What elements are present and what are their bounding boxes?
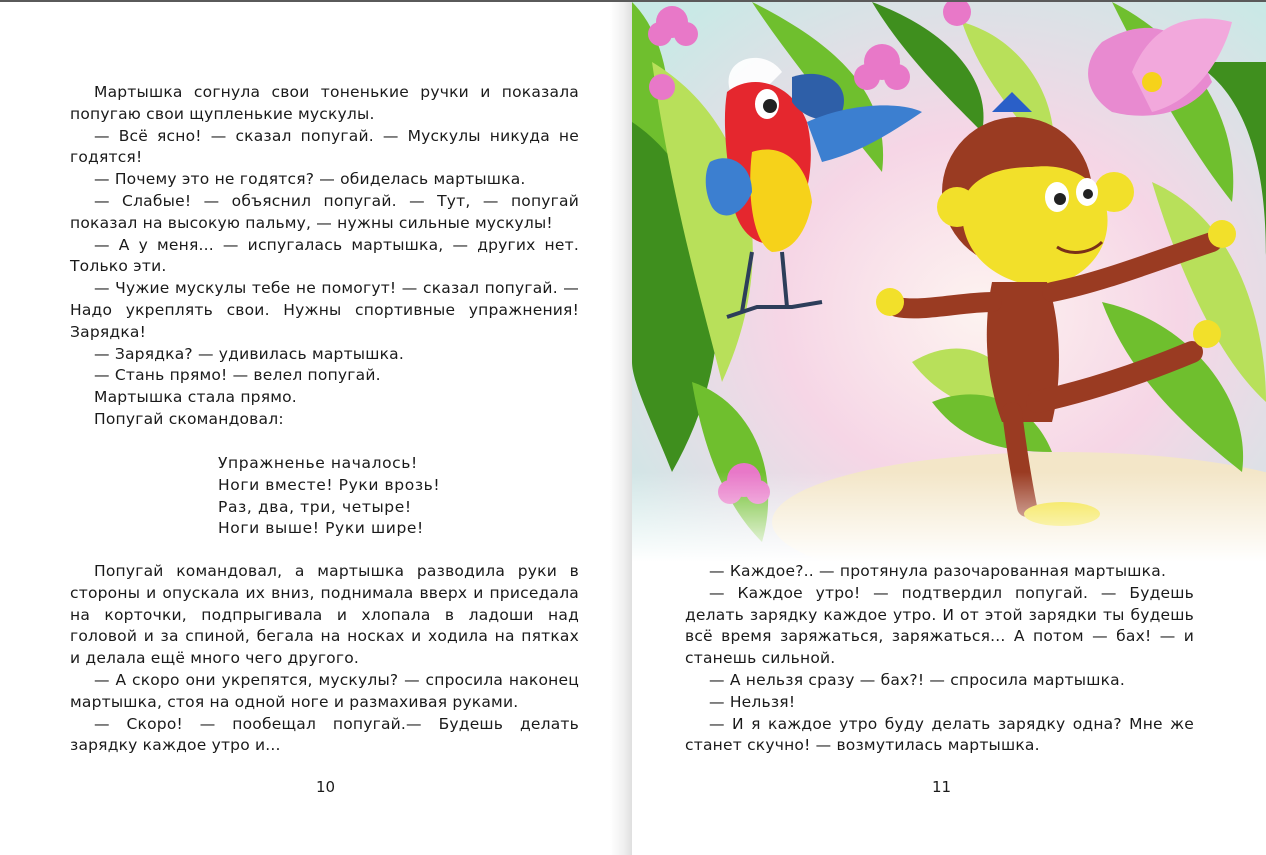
paragraph: Попугай командовал, а мартышка разводила руки в стороны и опускала их вниз, поднимала вверх и приседала на корточки, подпрыгивала и хлопала в ладоши над головой и за спиной, бегала на носках и ходила на пятках и делала ещё много чего другого. [70,562,579,668]
right-page-text [685,561,1194,757]
paragraph: Попугай скомандовал: [94,409,284,428]
paragraph: Мартышка стала прямо. [94,388,297,407]
paragraph: — Зарядка? — удивилась мартышка. [94,344,405,363]
paragraph: — А нельзя сразу — бах?! — спросила мартышка. [709,670,1125,689]
paragraph: — Нельзя! [709,692,796,711]
book-gutter-shadow [610,2,634,855]
paragraph: — Чужие мускулы тебе не помогут! — сказал попугай. — Надо укреплять свои. Нужны спортивные упражнения! Зарядка! [70,279,579,341]
paragraph: — А скоро они укрепятся, мускулы? — спросила наконец мартышка, стоя на одной ноге и размахивая руками. [70,670,579,711]
paragraph: — А у меня... — испугалась мартышка, — других нет. Только эти. [70,235,579,276]
parrot-and-monkey-illustration [632,2,1266,562]
page-number: 10 [316,778,336,796]
right-page [632,2,1266,855]
paragraph: — Всё ясно! — сказал попугай. — Мускулы никуда не годятся! [70,126,579,167]
paragraph: — Каждое?.. — протянула разочарованная мартышка. [709,562,1167,580]
left-page [0,2,630,855]
page-number: 11 [932,778,952,796]
poem-line: Раз, два, три, четыре! [218,497,412,516]
paragraph: — Каждое утро! — подтвердил попугай. — Будешь делать зарядку каждое утро. И от этой зарядки ты будешь всё время заряжаться, заряжаться... А потом — бах! — и станешь сильной. [685,583,1194,668]
left-page-text-top [70,82,579,431]
poem-line: Ноги выше! Руки шире! [218,519,424,538]
poem-line: Упражненье началось! [218,454,418,472]
paragraph: — Скоро! — пообещал попугай.— Будешь делать зарядку каждое утро и... [70,714,579,755]
paragraph: Мартышка согнула свои тоненькие ручки и показала попугаю свои щупленькие мускулы. [70,83,579,123]
poem-line: Ноги вместе! Руки врозь! [218,475,441,494]
paragraph: — Слабые! — объяснил попугай. — Тут, — попугай показал на высокую пальму, — нужны сильные мускулы! [70,191,579,232]
paragraph: — И я каждое утро буду делать зарядку одна? Мне же станет скучно! — возмутилась мартышка. [685,714,1194,755]
poem [218,453,478,540]
left-page-text-bottom [70,561,579,757]
paragraph: — Стань прямо! — велел попугай. [94,366,381,385]
paragraph: — Почему это не годятся? — обиделась мартышка. [94,170,526,189]
